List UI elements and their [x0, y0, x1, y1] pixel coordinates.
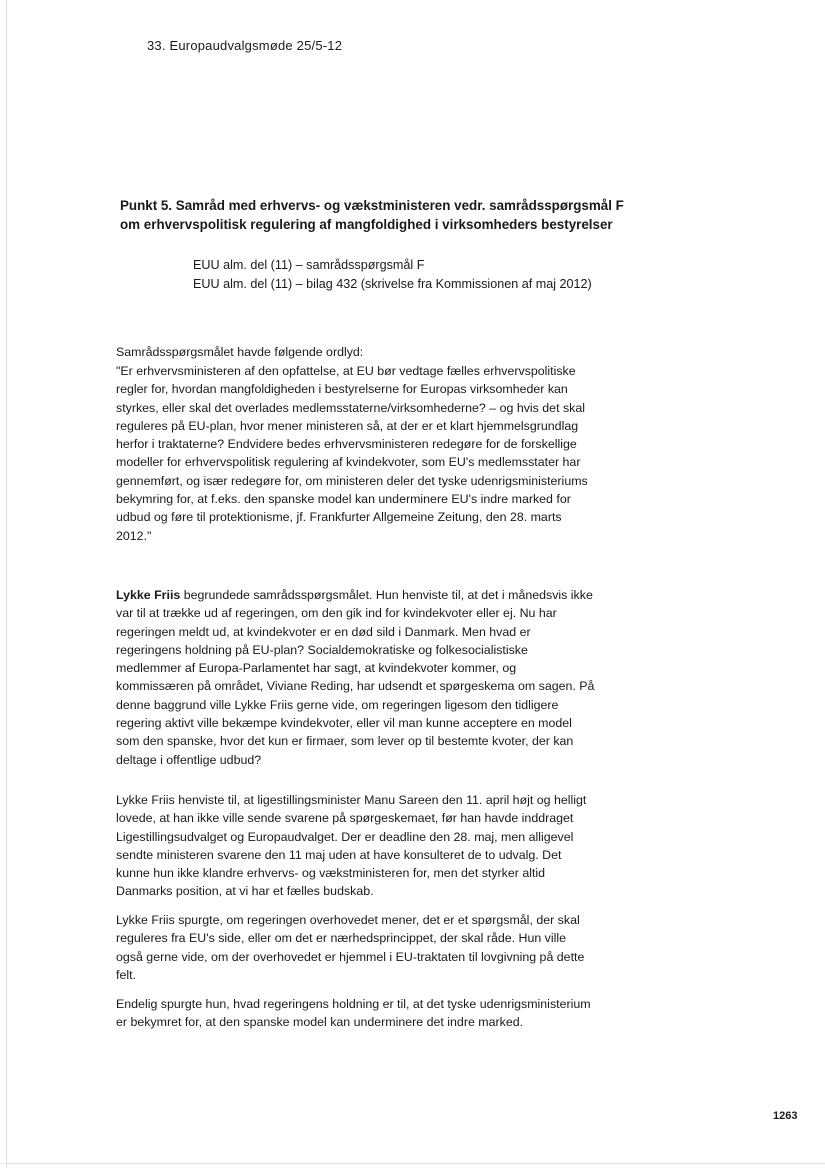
question-text: "Er erhvervsministeren af den opfattelse, at EU bør vedtage fælles erhvervspolitiske regler for, hvordan mangfoldigheden i bestyrelserne for Europas virksomheder kan styrkes, eller skal det overlades medlemsstaterne/virksomhederne? – og hvis det skal reguleres på EU-plan, hvor mener ministeren så, at der er et klart hjemmelsgrundlag herfor i traktaterne? Endvidere bedes erhvervsministeren redegøre for de forskellige modeller for erhvervspolitisk regulering af kvindekvoter, som EU's medlemsstater har gennemført, og især redegøre for, om ministeren deler det tyske udenrigsministeriums bekymring for, at f.eks. den spanske model kan underminere EU's indre marked for udbud og føre til protektionisme, jf. Frankfurter Allgemeine Zeitung, den 28. marts 2012.": [116, 364, 588, 543]
running-head: 33. Europaudvalgsmøde 25/5-12: [147, 38, 343, 53]
question-intro: Samrådsspørgsmålet havde følgende ordlyd:: [116, 345, 364, 359]
scan-edge-left: [6, 0, 7, 1168]
paragraph-3: Lykke Friis spurgte, om regeringen overhovedet mener, det er et spørgsmål, der skal reguleres fra EU's side, eller om det er nærhedsprincippet, der skal råde. Hun ville også gerne vide, om der overhovedet er hjemmel i EU-traktaten til lovgivning på dette felt.: [116, 913, 585, 982]
paragraph-1-text: begrundede samrådsspørgsmålet. Hun henviste til, at det i månedsvis ikke var til at trække ud af regeringen, om den gik ind for kvindekvoter eller ej. Nu har regeringen meldt ud, at kvindekvoter er en død sild i Danmark. Men hvad er regeringens holdning på EU-plan? Socialdemokratiske og folkesocialistiske medlemmer af Europa-Parlamentet har sagt, at kvindekvoter kommer, og kommissæren på området, Viviane Reding, har udsendt et spørgeskema om sagen. På denne baggrund ville Lykke Friis gerne vide, om regeringen ligesom den tidligere regering aktivt ville bekæmpe kvindekvoter, eller vil man kunne acceptere en model som den spanske, hvor det kun er firmaer, som lever op til bestemte kvoter, der kan deltage i offentlige udbud?: [116, 588, 595, 767]
agenda-references: [193, 256, 613, 293]
paragraph-2: Lykke Friis henviste til, at ligestillingsminister Manu Sareen den 11. april højt og helligt lovede, at han ikke ville sende svarene på spørgeskemaet, før han havde inddraget Ligestillingsudvalget og Europaudvalget. Der er deadline den 28. maj, men alligevel sendte ministeren svarene den 11 maj uden at have konsulteret de to udvalg. Det kunne hun ikke klandre erhvervs- og vækstministeren for, men det styrker altid Danmarks position, at vi har et fælles budskab.: [116, 793, 587, 899]
reference-line: EUU alm. del (11) – samrådsspørgsmål F: [193, 258, 425, 272]
reference-line: EUU alm. del (11) – bilag 432 (skrivelse fra Kommissionen af maj 2012): [193, 276, 592, 291]
paragraph-1: [116, 586, 596, 769]
page-number: 1263: [773, 1110, 798, 1122]
paragraph-4: Endelig spurgte hun, hvad regeringens holdning er til, at det tyske udenrigsministerium er bekymret for, at den spanske model kan underminere det indre marked.: [116, 997, 591, 1030]
scan-edge-bottom: [0, 1163, 825, 1164]
speaker-name: Lykke Friis: [116, 588, 181, 602]
agenda-item-title: Punkt 5. Samråd med erhvervs- og vækstministeren vedr. samrådsspørgsmål F om erhvervspolitisk regulering af mangfoldighed i virksomheders bestyrelser: [120, 198, 624, 232]
